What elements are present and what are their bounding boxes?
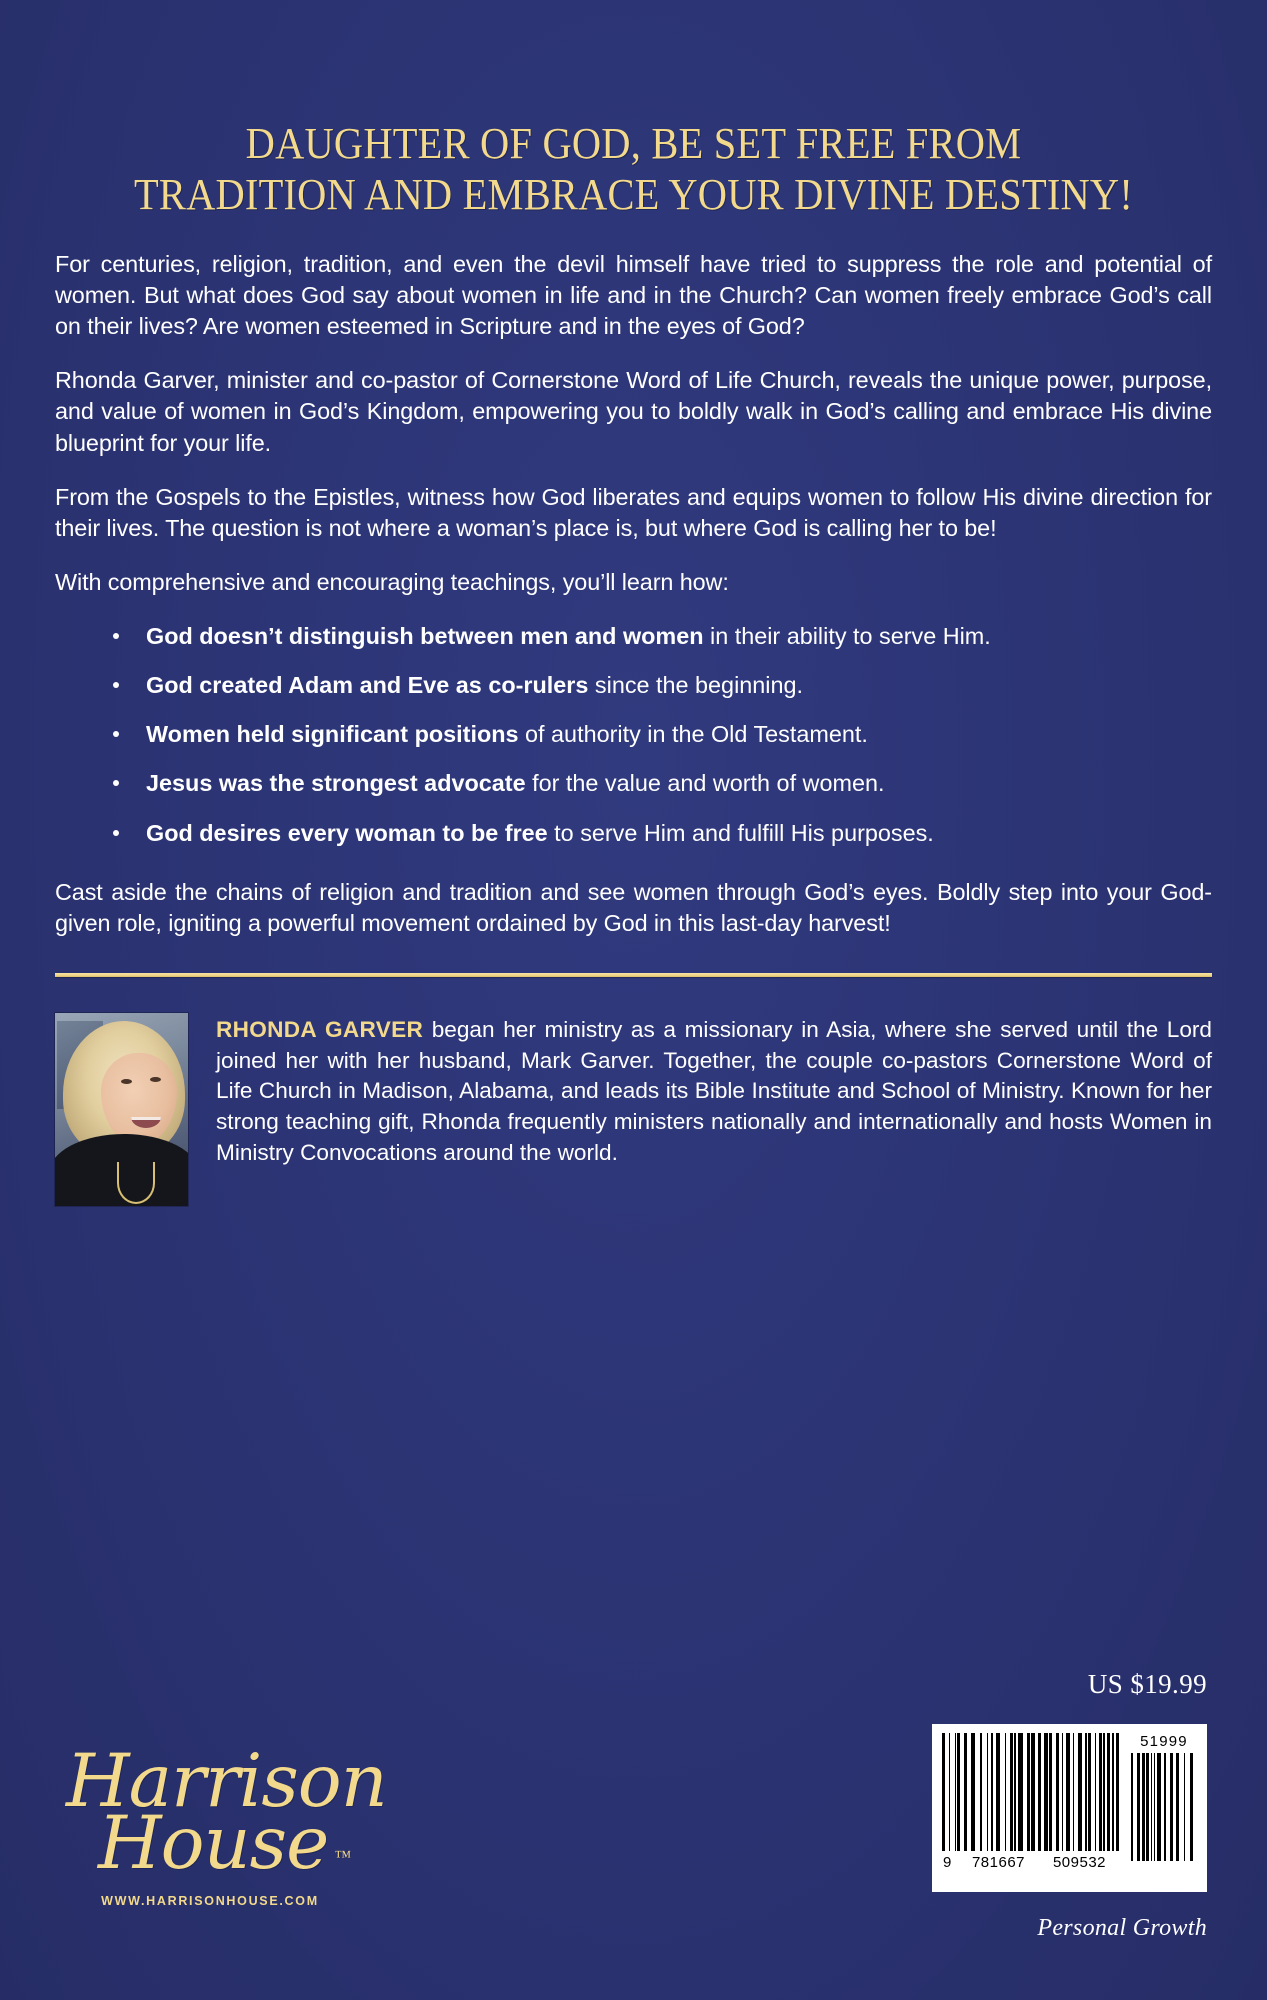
addon-bars	[1131, 1753, 1197, 1861]
list-item	[105, 670, 1212, 701]
list-item-rest: since the beginning.	[588, 672, 803, 699]
list-item	[105, 621, 1212, 652]
author-bio-body: began her ministry as a missionary in Asia, where she served until the Lord joined her with her husband, Mark Garver. Together, the couple co-pastors Cornerstone Word of Life Church in Madison, Alabama, and leads its Bible Institute and School of Ministry. Known for her strong teaching gift, Rhonda frequently ministers nationally and internationally and hosts Women in Ministry Convocations around the world.	[216, 1016, 1213, 1165]
logo-line-1: Harrison	[66, 1739, 387, 1825]
publisher-logo[interactable]	[60, 1739, 387, 1908]
bullet-dot-icon	[113, 682, 119, 688]
avatar	[55, 1013, 188, 1206]
price-label: US $19.99	[1087, 1669, 1207, 1699]
author-bio-text	[216, 1015, 1212, 1169]
list-item-rest: of authority in the Old Testament.	[518, 721, 868, 748]
photo-necklace	[117, 1162, 155, 1204]
bullets-intro: With comprehensive and encouraging teachings, you’ll learn how:	[55, 568, 729, 595]
bullet-dot-icon	[113, 830, 119, 836]
addon-number: 51999	[1140, 1733, 1188, 1750]
isbn-digit-group-1: 781667	[971, 1854, 1026, 1871]
list-item-bold: God desires every woman to be free	[146, 819, 548, 846]
list-item-rest: in their ability to serve Him.	[703, 623, 991, 650]
list-item	[105, 768, 1212, 799]
headline-line-2: TRADITION AND EMBRACE YOUR DIVINE DESTINY!	[133, 170, 1134, 220]
trademark-icon: ™	[334, 1846, 352, 1866]
list-item-rest: to serve Him and fulfill His purposes.	[547, 819, 934, 846]
bullet-dot-icon	[113, 633, 119, 639]
list-item-rest: for the value and worth of women.	[525, 770, 885, 797]
cover-footer	[0, 1580, 1267, 2000]
isbn-digit-group-2: 509532	[1052, 1854, 1107, 1871]
list-item	[105, 818, 1212, 849]
publisher-website[interactable]: WWW.HARRISONHOUSE.COM	[101, 1894, 319, 1908]
list-item-bold: Jesus was the strongest advocate	[146, 770, 526, 797]
bullet-dot-icon	[113, 780, 119, 786]
author-bio	[55, 1013, 1212, 1206]
harrison-house-wordmark	[60, 1739, 387, 1886]
benefits-list	[55, 621, 1212, 849]
ean13-digits	[942, 1854, 1120, 1871]
price-addon-barcode	[1127, 1733, 1201, 1886]
ean13-barcode	[942, 1733, 1120, 1886]
marketing-copy	[55, 249, 1212, 598]
photo-eye-right	[150, 1077, 161, 1082]
closing-copy	[55, 877, 1212, 939]
bullet-dot-icon	[113, 731, 119, 737]
ean13-bars	[942, 1733, 1120, 1851]
category-label: Personal Growth	[1037, 1915, 1207, 1941]
list-item-bold: Women held significant positions	[146, 721, 519, 748]
list-item-bold: God created Adam and Eve as co-rulers	[146, 672, 589, 699]
paragraph-closing: Cast aside the chains of religion and tradition and see women through God’s eyes. Boldly step into your God-given role, igniting a powerful movement ordained by God in this last-day harvest!	[55, 878, 1212, 936]
list-item	[105, 719, 1212, 750]
paragraph-3: From the Gospels to the Epistles, witness how God liberates and equips women to follow His divine direction for their lives. The question is not where a woman’s place is, but where God is calling her to be!	[55, 483, 1212, 541]
headline-line-1: DAUGHTER OF GOD, BE SET FREE FROM	[245, 119, 1022, 168]
isbn-barcode	[932, 1724, 1207, 1892]
photo-eye-left	[121, 1079, 132, 1084]
paragraph-2: Rhonda Garver, minister and co-pastor of Cornerstone Word of Life Church, reveals the unique power, purpose, and value of women in God’s Kingdom, empowering you to boldly walk in God’s calling and embrace His divine blueprint for your life.	[55, 367, 1212, 456]
list-item-bold: God doesn’t distinguish between men and women	[146, 623, 704, 650]
isbn-digit-first: 9	[943, 1854, 952, 1871]
page-title	[101, 118, 1165, 221]
author-name: RHONDA GARVER	[216, 1016, 424, 1042]
paragraph-1: For centuries, religion, tradition, and even the devil himself have tried to suppress the role and potential of women. But what does God say about women in life and in the Church? Can women freely embrace God’s call on their lives? Are women esteemed in Scripture and in the eyes of God?	[55, 250, 1212, 340]
section-divider	[55, 973, 1212, 977]
logo-line-2: House	[98, 1800, 329, 1886]
